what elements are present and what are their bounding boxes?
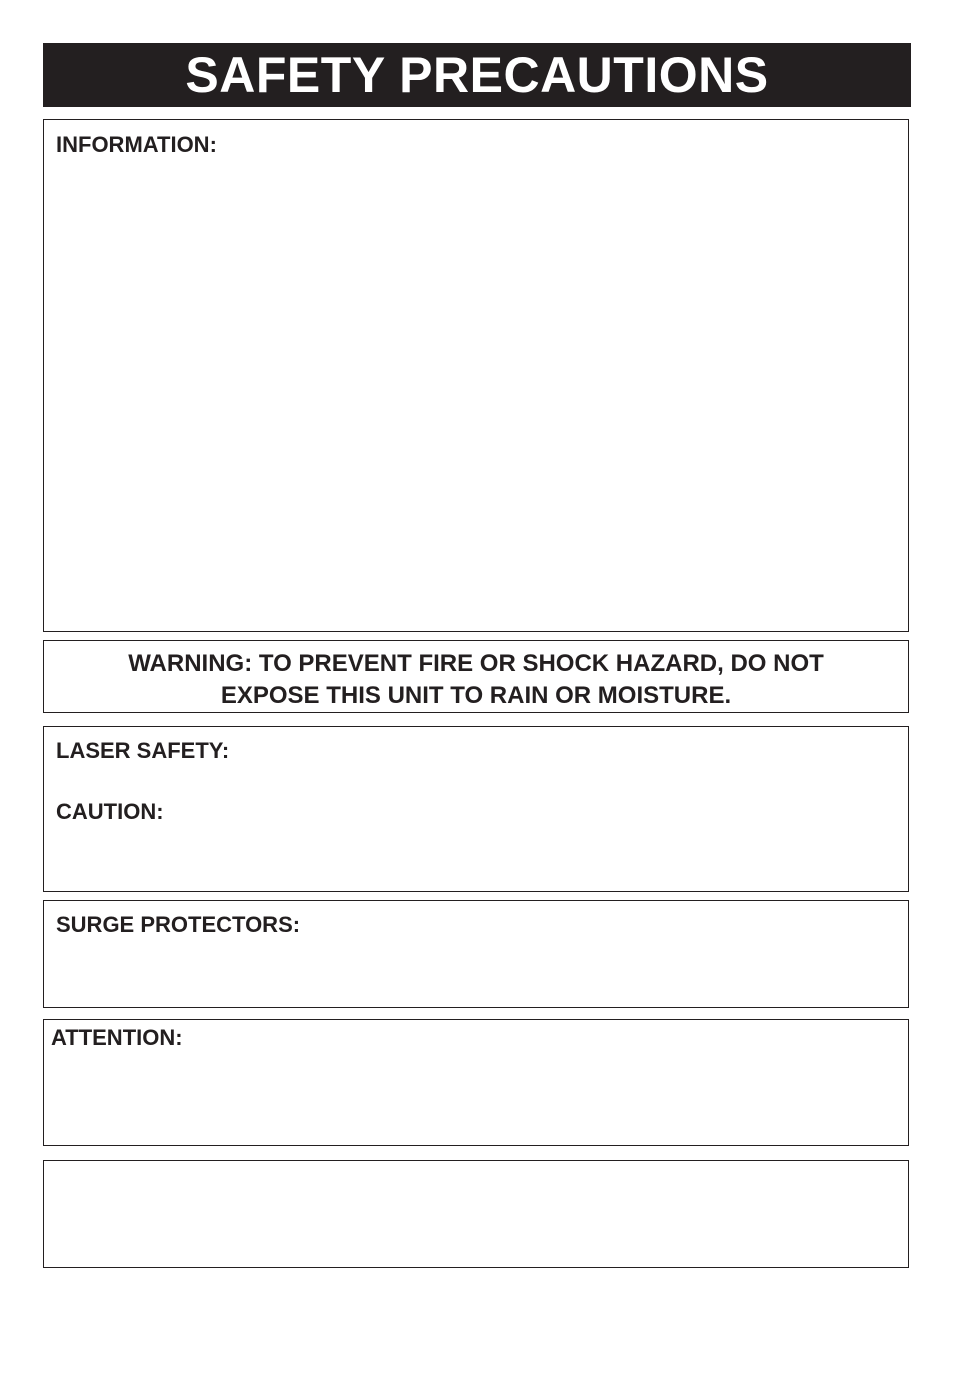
warning-box — [43, 640, 909, 713]
laser-safety-label: LASER SAFETY: — [56, 738, 230, 763]
warning-line-1: WARNING: TO PREVENT FIRE OR SHOCK HAZARD, DO NOT — [128, 650, 824, 677]
page-title: SAFETY PRECAUTIONS — [185, 47, 769, 103]
information-box — [43, 119, 909, 632]
caution-label: CAUTION: — [56, 799, 164, 824]
title-banner — [43, 43, 911, 107]
laser-safety-box — [43, 726, 909, 892]
surge-protectors-label: SURGE PROTECTORS: — [56, 912, 301, 937]
information-label: INFORMATION: — [56, 132, 217, 157]
blank-box — [43, 1160, 909, 1268]
warning-text — [44, 648, 908, 712]
attention-box — [43, 1019, 909, 1146]
warning-line-2: EXPOSE THIS UNIT TO RAIN OR MOISTURE. — [220, 682, 732, 709]
surge-protectors-box — [43, 900, 909, 1008]
attention-label: ATTENTION: — [51, 1025, 183, 1050]
